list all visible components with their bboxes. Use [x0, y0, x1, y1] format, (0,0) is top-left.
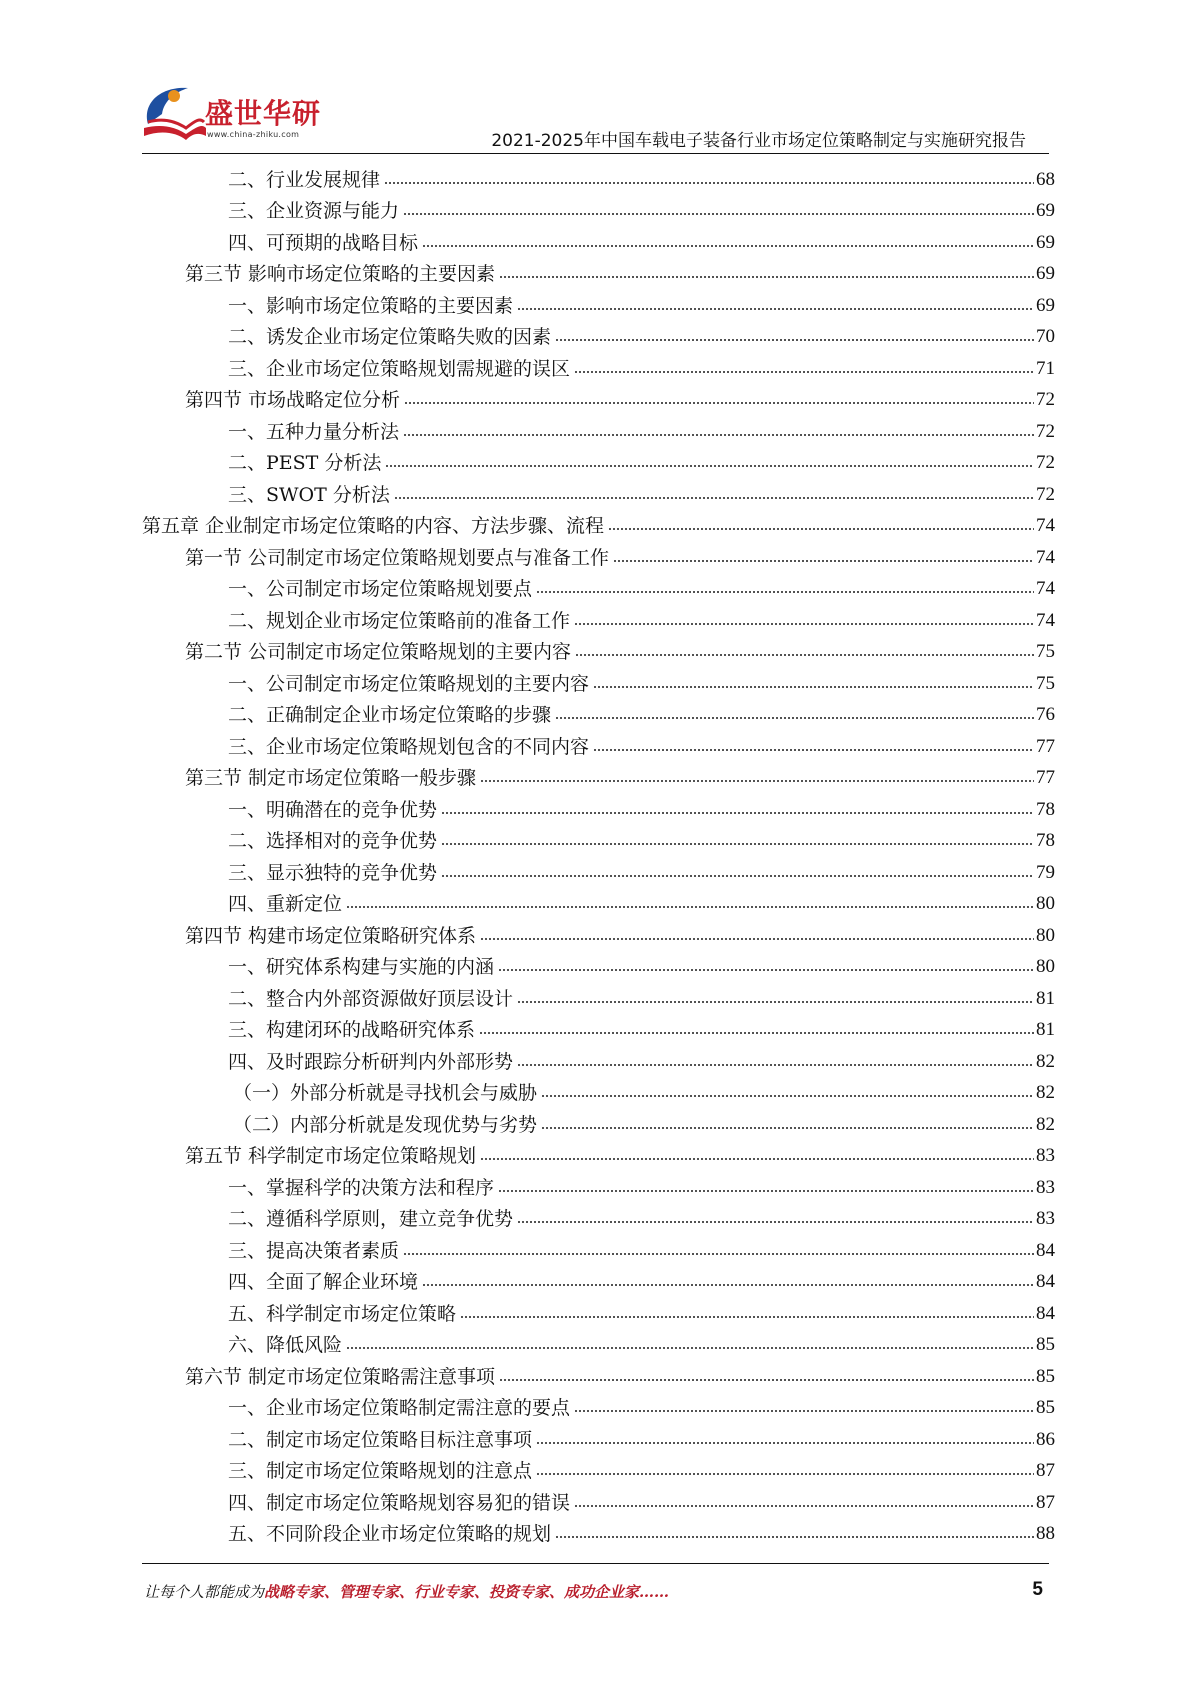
toc-entry[interactable] [142, 1011, 1055, 1043]
toc-dot-leader [517, 999, 1034, 1005]
toc-entry-label: （二）内部分析就是发现优势与劣势 [233, 1113, 538, 1136]
toc-entry-page: 75 [1036, 672, 1055, 694]
toc-entry-page: 87 [1036, 1491, 1055, 1513]
toc-entry-label: 三、提高决策者素质 [228, 1239, 400, 1262]
toc-entry[interactable] [142, 223, 1055, 255]
toc-entry[interactable] [142, 601, 1055, 633]
toc-entry-label: 第三节 影响市场定位策略的主要因素 [185, 263, 496, 285]
toc-entry-page: 79 [1036, 861, 1055, 883]
toc-dot-leader [536, 1440, 1034, 1446]
toc-entry-label: 第六节 制定市场定位策略需注意事项 [185, 1365, 496, 1388]
toc-dot-leader [536, 1471, 1034, 1477]
report-title: 2021-2025年中国车载电子装备行业市场定位策略制定与实施研究报告 [491, 131, 1026, 151]
toc-dot-leader [422, 243, 1034, 249]
toc-entry-label: 第三节 制定市场定位策略一般步骤 [185, 767, 477, 789]
toc-entry-page: 82 [1036, 1082, 1055, 1103]
toc-entry-page: 72 [1036, 389, 1055, 410]
toc-entry-label: 一、公司制定市场定位策略规划要点 [228, 578, 533, 600]
toc-dot-leader [541, 1125, 1034, 1131]
toc-entry-label: 一、研究体系构建与实施的内涵 [228, 956, 495, 978]
toc-entry[interactable] [142, 1357, 1055, 1389]
toc-entry[interactable] [142, 1231, 1055, 1263]
toc-entry-page: 77 [1036, 767, 1055, 788]
toc-dot-leader [593, 684, 1034, 690]
toc-dot-leader [574, 621, 1034, 627]
toc-entry[interactable] [142, 318, 1055, 350]
toc-dot-leader [403, 432, 1034, 438]
toc-entry[interactable] [142, 727, 1055, 759]
toc-dot-leader [555, 1534, 1034, 1540]
toc-entry-page: 82 [1036, 1113, 1055, 1135]
toc-dot-leader [555, 715, 1034, 721]
toc-entry-label: 二、行业发展规律 [228, 168, 381, 191]
toc-entry-page: 88 [1036, 1523, 1055, 1544]
toc-entry-page: 85 [1036, 1365, 1055, 1387]
footer-divider [142, 1563, 1049, 1564]
toc-dot-leader [498, 967, 1034, 973]
toc-entry-page: 77 [1036, 735, 1055, 757]
toc-entry-label: 三、构建闭环的战略研究体系 [228, 1019, 476, 1041]
page-number: 5 [1032, 1579, 1043, 1600]
toc-entry-label: 三、制定市场定位策略规划的注意点 [228, 1460, 533, 1482]
toc-entry-label: 第四节 市场战略定位分析 [185, 389, 401, 411]
toc-entry[interactable] [142, 1042, 1055, 1074]
toc-dot-leader [441, 873, 1034, 879]
toc-entry-label: 三、企业资源与能力 [228, 200, 400, 222]
toc-entry-page: 74 [1036, 546, 1055, 568]
toc-entry-label: 第五章 企业制定市场定位策略的内容、方法步骤、流程 [142, 515, 605, 537]
toc-entry[interactable] [142, 948, 1055, 980]
header-divider [142, 153, 1049, 154]
toc-dot-leader [422, 1282, 1034, 1288]
toc-entry-label: 第五节 科学制定市场定位策略规划 [185, 1145, 477, 1167]
toc-entry[interactable] [142, 1168, 1055, 1200]
toc-entry-label: 二、规划企业市场定位策略前的准备工作 [228, 609, 571, 632]
toc-entry-page: 85 [1036, 1334, 1055, 1355]
toc-dot-leader [574, 1408, 1034, 1414]
toc-entry-label: 三、显示独特的竞争优势 [228, 861, 438, 884]
toc-entry-page: 80 [1036, 924, 1055, 946]
toc-entry-page: 85 [1036, 1397, 1055, 1418]
toc-entry-label: 一、公司制定市场定位策略规划的主要内容 [228, 672, 590, 695]
toc-entry-page: 72 [1036, 452, 1055, 473]
toc-entry[interactable] [142, 1483, 1055, 1515]
toc-entry-page: 87 [1036, 1460, 1055, 1481]
toc-entry-label: 二、制定市场定位策略目标注意事项 [228, 1428, 533, 1451]
toc-dot-leader [346, 904, 1034, 910]
toc-entry-page: 84 [1036, 1302, 1055, 1324]
toc-entry-label: 一、明确潜在的竞争优势 [228, 798, 438, 821]
toc-entry[interactable] [142, 633, 1055, 665]
toc-entry-label: 一、五种力量分析法 [228, 420, 400, 443]
toc-entry[interactable] [142, 1074, 1055, 1106]
toc-entry-page: 74 [1036, 609, 1055, 631]
toc-entry-page: 72 [1036, 483, 1055, 505]
toc-entry-page: 86 [1036, 1428, 1055, 1450]
toc-entry-label: 四、可预期的战略目标 [228, 231, 419, 254]
toc-entry-label: 第二节 公司制定市场定位策略规划的主要内容 [185, 641, 572, 663]
toc-entry[interactable] [142, 885, 1055, 917]
toc-entry-label: 二、正确制定企业市场定位策略的步骤 [228, 704, 552, 726]
toc-entry[interactable] [142, 1263, 1055, 1295]
toc-entry-label: 四、全面了解企业环境 [228, 1271, 419, 1293]
toc-dot-leader [536, 589, 1034, 595]
toc-entry-label: 一、企业市场定位策略制定需注意的要点 [228, 1397, 571, 1419]
toc-entry[interactable] [142, 475, 1055, 507]
toc-entry[interactable] [142, 255, 1055, 287]
footer-slogan-roles: 战略专家、管理专家、行业专家、投资专家、成功企业家…… [264, 1583, 670, 1601]
brand-url: www.china-zhiku.com [207, 130, 300, 139]
toc-entry[interactable] [142, 1515, 1055, 1547]
toc-dot-leader [479, 1030, 1034, 1036]
toc-entry-label: 二、选择相对的竞争优势 [228, 830, 438, 852]
toc-dot-leader [517, 1062, 1034, 1068]
toc-entry[interactable] [142, 349, 1055, 381]
toc-entry[interactable] [142, 759, 1055, 791]
toc-entry-page: 78 [1036, 798, 1055, 820]
toc-entry-page: 83 [1036, 1176, 1055, 1198]
toc-entry-page: 76 [1036, 704, 1055, 725]
toc-entry-page: 74 [1036, 578, 1055, 599]
toc-entry-label: 六、降低风险 [228, 1334, 343, 1356]
toc-entry[interactable] [142, 1389, 1055, 1421]
toc-entry-label: 第一节 公司制定市场定位策略规划要点与准备工作 [185, 546, 610, 569]
toc-dot-leader [574, 369, 1034, 375]
toc-dot-leader [608, 526, 1034, 532]
toc-entry-page: 80 [1036, 893, 1055, 914]
toc-entry[interactable] [142, 538, 1055, 570]
toc-entry[interactable] [142, 1137, 1055, 1169]
toc-entry[interactable] [142, 790, 1055, 822]
toc-entry-page: 71 [1036, 357, 1055, 379]
toc-dot-leader [498, 1188, 1034, 1194]
toc-entry-page: 68 [1036, 168, 1055, 190]
toc-entry-label: 二、整合内外部资源做好顶层设计 [228, 987, 514, 1010]
toc-dot-leader [460, 1314, 1034, 1320]
toc-entry-page: 83 [1036, 1208, 1055, 1229]
toc-dot-leader [394, 495, 1034, 501]
brand-name: 盛世华研 [205, 97, 322, 130]
toc-entry-label: 四、及时跟踪分析研判内外部形势 [228, 1050, 514, 1073]
toc-entry-label: 四、制定市场定位策略规划容易犯的错误 [228, 1491, 571, 1514]
toc-entry[interactable] [142, 507, 1055, 539]
footer-slogan [144, 1581, 669, 1602]
toc-entry-label: 五、不同阶段企业市场定位策略的规划 [228, 1523, 552, 1545]
toc-entry-label: 一、掌握科学的决策方法和程序 [228, 1176, 495, 1199]
toc-entry[interactable] [142, 916, 1055, 948]
toc-dot-leader [541, 1093, 1034, 1099]
toc-entry[interactable] [142, 286, 1055, 318]
toc-dot-leader [403, 211, 1034, 217]
toc-entry[interactable] [142, 979, 1055, 1011]
toc-entry-page: 83 [1036, 1145, 1055, 1166]
toc-entry[interactable] [142, 1326, 1055, 1358]
toc-dot-leader [517, 306, 1034, 312]
toc-dot-leader [480, 936, 1034, 942]
toc-entry-label: 四、重新定位 [228, 893, 343, 915]
toc-dot-leader [404, 400, 1034, 406]
toc-entry-page: 84 [1036, 1271, 1055, 1292]
footer-slogan-lead: 让每个人都能成为 [144, 1583, 265, 1601]
toc-entry-label: 二、诱发企业市场定位策略失败的因素 [228, 326, 552, 348]
toc-dot-leader [385, 463, 1034, 469]
toc-entry-label: 三、企业市场定位策略规划需规避的误区 [228, 357, 571, 380]
toc-entry-page: 81 [1036, 1019, 1055, 1040]
toc-entry[interactable] [142, 853, 1055, 885]
toc-dot-leader [593, 747, 1034, 753]
toc-entry-page: 70 [1036, 326, 1055, 347]
toc-dot-leader [613, 558, 1034, 564]
toc-entry[interactable] [142, 1420, 1055, 1452]
toc-dot-leader [517, 1219, 1034, 1225]
toc-entry[interactable] [142, 1294, 1055, 1326]
toc-dot-leader [480, 778, 1034, 784]
toc-entry-label: 二、PEST 分析法 [228, 452, 382, 474]
toc-dot-leader [480, 1156, 1034, 1162]
toc-entry[interactable] [142, 381, 1055, 413]
toc-entry[interactable] [142, 1200, 1055, 1232]
toc-entry[interactable] [142, 1452, 1055, 1484]
toc-entry[interactable] [142, 160, 1055, 192]
toc-entry-label: 三、SWOT 分析法 [228, 483, 390, 506]
toc-entry[interactable] [142, 1105, 1055, 1137]
toc-dot-leader [441, 810, 1034, 816]
toc-entry-page: 72 [1036, 420, 1055, 442]
toc-entry-page: 81 [1036, 987, 1055, 1009]
toc-entry-page: 69 [1036, 231, 1055, 253]
toc-entry[interactable] [142, 664, 1055, 696]
toc-entry[interactable] [142, 444, 1055, 476]
toc-entry-label: 二、遵循科学原则，建立竞争优势 [228, 1208, 514, 1230]
toc-dot-leader [574, 1503, 1034, 1509]
toc-entry-page: 84 [1036, 1239, 1055, 1261]
toc-dot-leader [555, 337, 1034, 343]
toc-dot-leader [499, 274, 1034, 280]
toc-entry-page: 80 [1036, 956, 1055, 977]
toc-dot-leader [441, 841, 1034, 847]
table-of-contents [142, 160, 1055, 1546]
toc-entry-page: 69 [1036, 263, 1055, 284]
toc-dot-leader [499, 1377, 1034, 1383]
toc-entry-page: 78 [1036, 830, 1055, 851]
toc-entry-label: 五、科学制定市场定位策略 [228, 1302, 457, 1325]
toc-entry-page: 69 [1036, 200, 1055, 221]
toc-entry[interactable] [142, 822, 1055, 854]
toc-entry[interactable] [142, 570, 1055, 602]
toc-entry-page: 75 [1036, 641, 1055, 662]
toc-dot-leader [575, 652, 1034, 658]
toc-dot-leader [346, 1345, 1034, 1351]
toc-entry-page: 69 [1036, 294, 1055, 316]
toc-dot-leader [403, 1251, 1034, 1257]
toc-entry[interactable] [142, 412, 1055, 444]
toc-entry-label: 一、影响市场定位策略的主要因素 [228, 294, 514, 317]
toc-entry-label: 三、企业市场定位策略规划包含的不同内容 [228, 735, 590, 758]
toc-entry[interactable] [142, 192, 1055, 224]
toc-entry-label: （一）外部分析就是寻找机会与威胁 [233, 1082, 538, 1104]
toc-entry[interactable] [142, 696, 1055, 728]
toc-entry-label: 第四节 构建市场定位策略研究体系 [185, 924, 477, 947]
toc-entry-page: 82 [1036, 1050, 1055, 1072]
toc-dot-leader [384, 180, 1034, 186]
toc-entry-page: 74 [1036, 515, 1055, 536]
